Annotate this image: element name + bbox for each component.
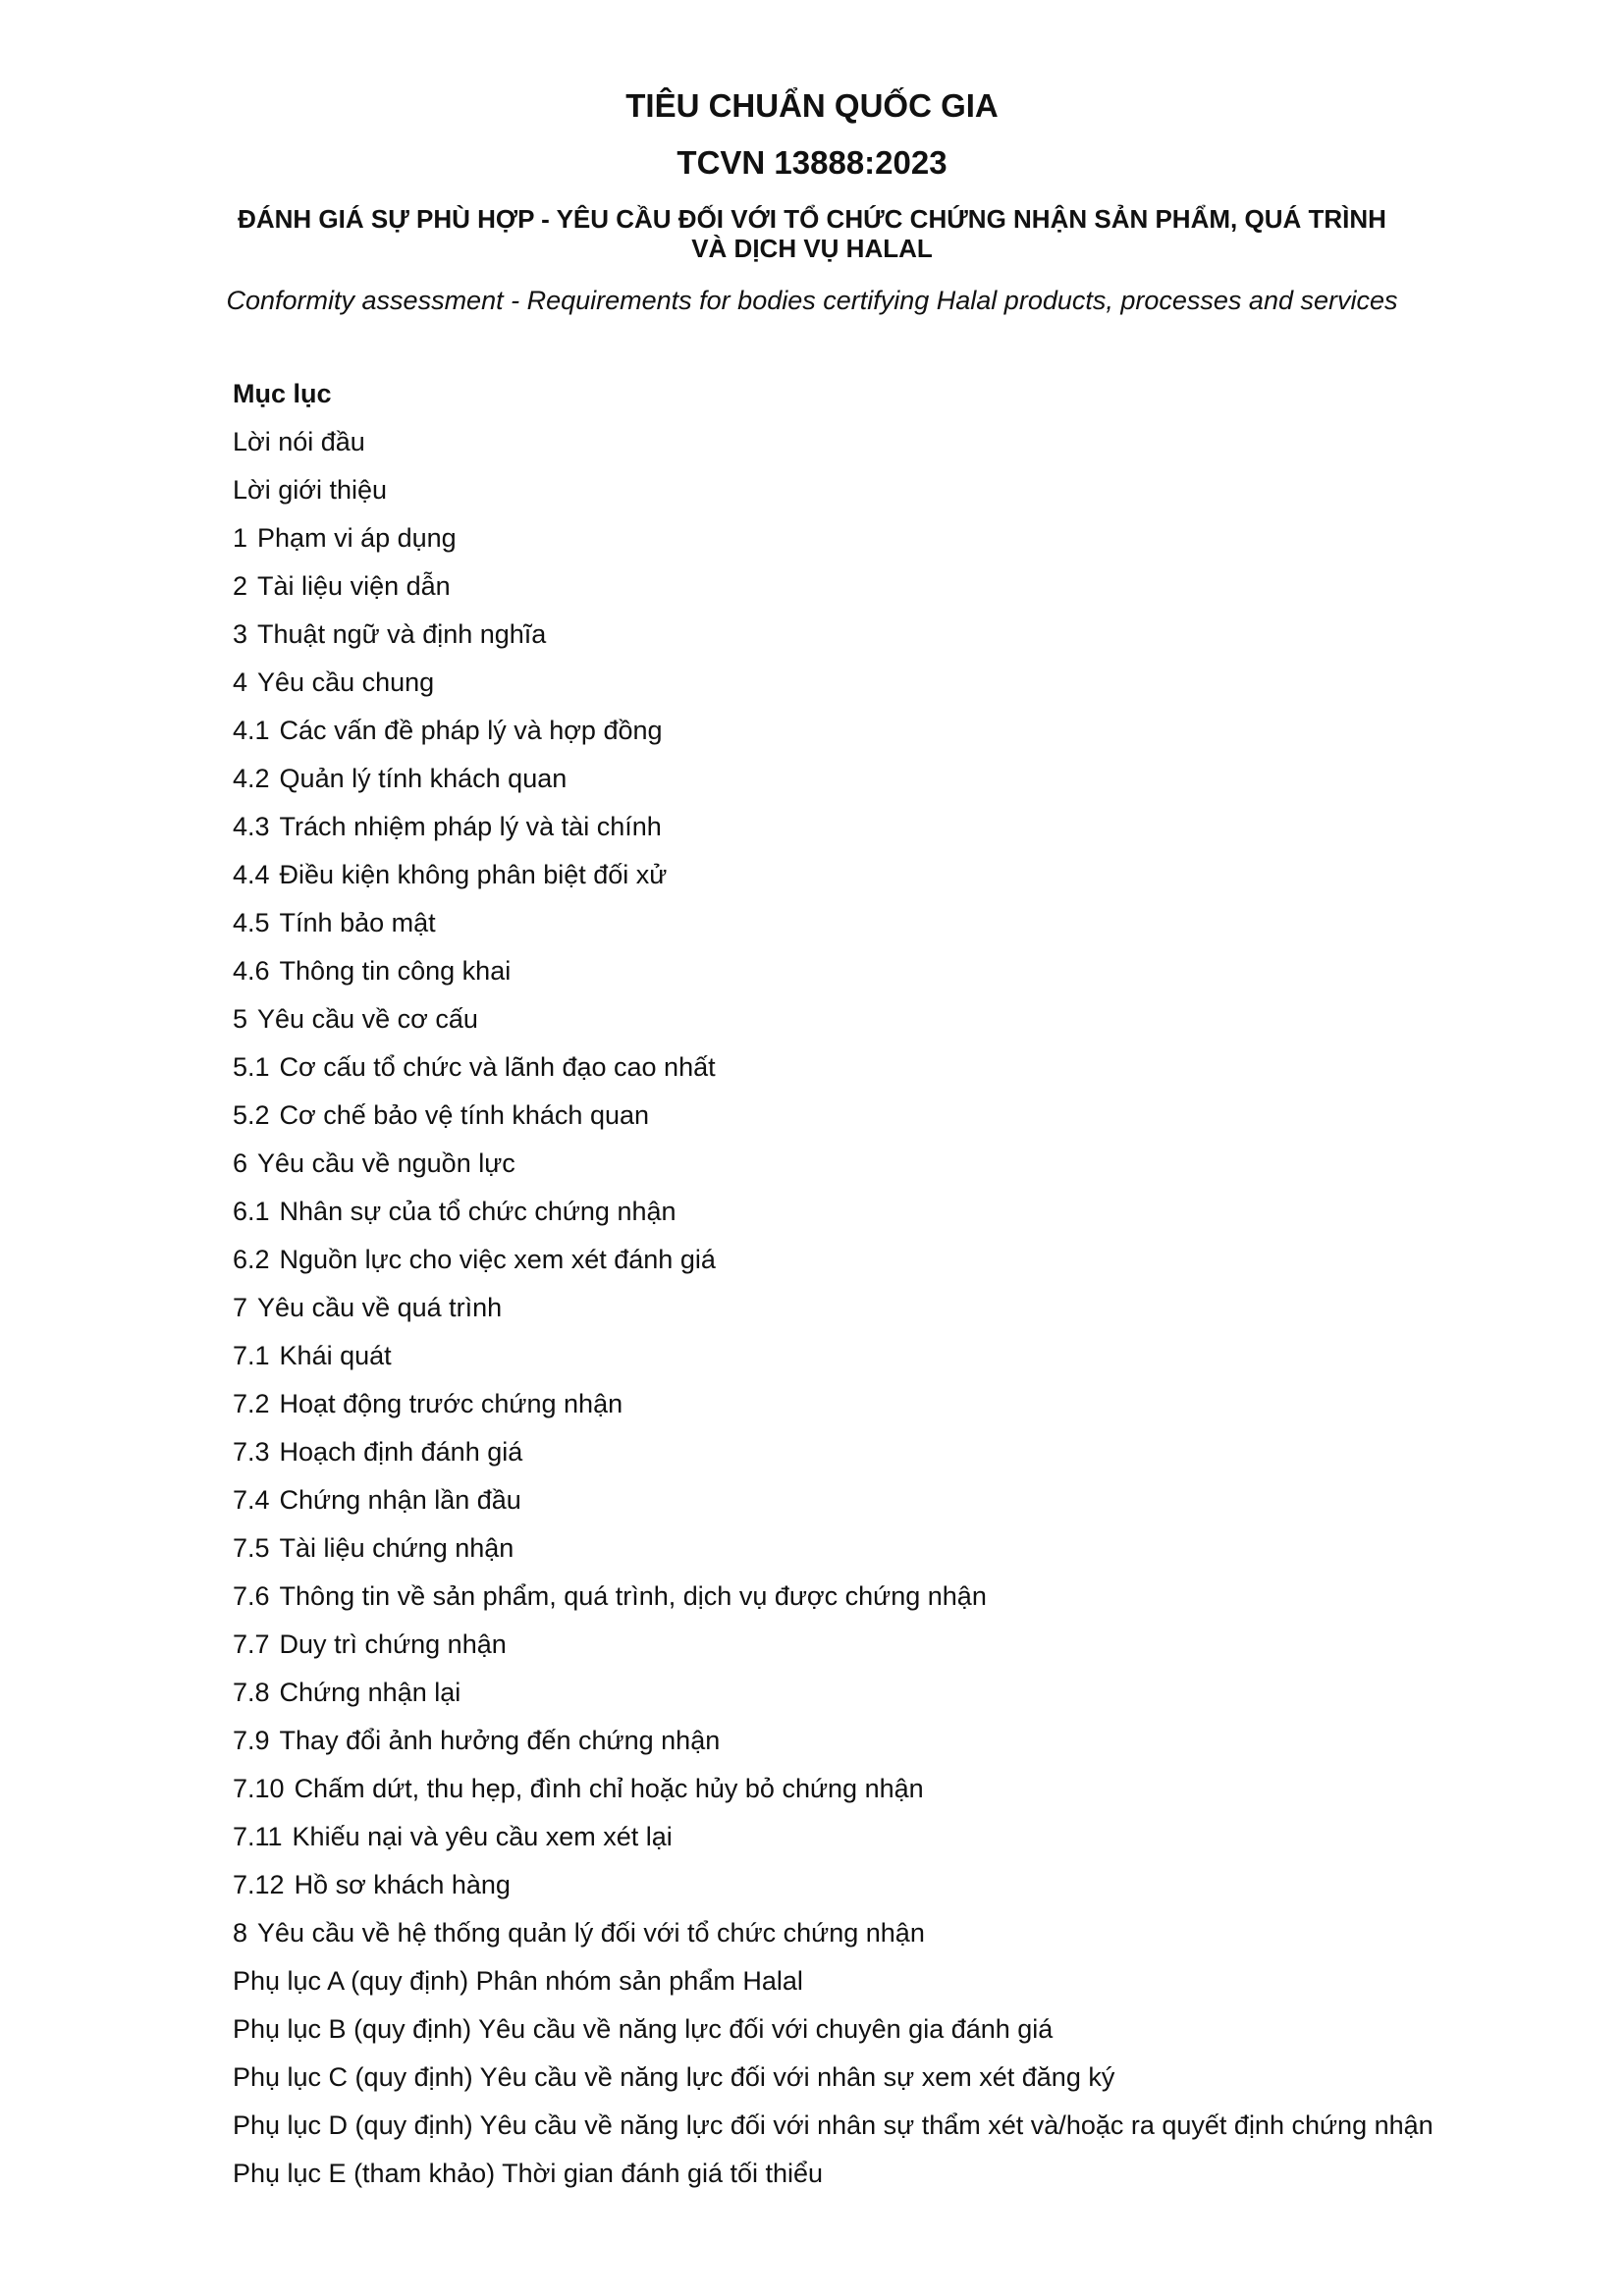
toc-entry-text: Phụ lục D (quy định) Yêu cầu về năng lực đối với nhân sự thẩm xét và/hoặc ra quyết định chứng nhận: [233, 2110, 1434, 2140]
toc-entry-text: Điều kiện không phân biệt đối xử: [279, 860, 668, 889]
toc-entry-text: Cơ cấu tổ chức và lãnh đạo cao nhất: [279, 1052, 716, 1082]
toc-entry-text: Phạm vi áp dụng: [257, 523, 457, 553]
english-title: Conformity assessment - Requirements for bodies certifying Halal products, processes and services: [226, 286, 1398, 315]
toc-entry: [233, 522, 1588, 570]
toc-entry-number: 4.2: [233, 764, 270, 793]
subtitle-line-2: VÀ DỊCH VỤ HALAL: [691, 234, 933, 263]
toc-entry-number: 7.1: [233, 1341, 270, 1370]
toc-entry-number: 5.1: [233, 1052, 270, 1082]
toc-entry-text: Tính bảo mật: [279, 908, 436, 937]
toc-entry: [233, 1821, 1588, 1869]
toc-entry-text: Lời nói đầu: [233, 427, 365, 456]
toc-entry-number: 6.1: [233, 1197, 270, 1226]
toc-entry-text: Phụ lục B (quy định) Yêu cầu về năng lực đối với chuyên gia đánh giá: [233, 2014, 1054, 2044]
toc-entry-text: Duy trì chứng nhận: [279, 1629, 507, 1659]
toc-entry: [233, 1869, 1588, 1917]
subtitle-line-1: ĐÁNH GIÁ SỰ PHÙ HỢP - YÊU CẦU ĐỐI VỚI TỔ CHỨC CHỨNG NHẬN SẢN PHẨM, QUÁ TRÌNH: [238, 204, 1386, 234]
toc-entry: [233, 859, 1588, 907]
toc-entry: [233, 474, 1588, 522]
toc-entry: [233, 2013, 1588, 2061]
toc-entry-number: 6: [233, 1148, 248, 1178]
toc-entry-number: 4.5: [233, 908, 270, 937]
toc-entry: [233, 2158, 1588, 2206]
standard-title: TIÊU CHUẨN QUỐC GIA: [625, 87, 999, 124]
toc-entry-number: 7.11: [233, 1822, 283, 1851]
toc-entry-text: Phụ lục C (quy định) Yêu cầu về năng lực đối với nhân sự xem xét đăng ký: [233, 2062, 1115, 2092]
toc-entry-text: Nhân sự của tổ chức chứng nhận: [279, 1197, 677, 1226]
toc-entry-number: 7.9: [233, 1726, 270, 1755]
toc-entry-text: Chấm dứt, thu hẹp, đình chỉ hoặc hủy bỏ chứng nhận: [294, 1774, 924, 1803]
toc-entry-text: Thông tin công khai: [279, 956, 512, 986]
toc-entry-number: 5.2: [233, 1100, 270, 1130]
toc-entry: [233, 2061, 1588, 2109]
toc-entry: [233, 1580, 1588, 1629]
toc-entry: [233, 1340, 1588, 1388]
toc-entry-number: 7.10: [233, 1774, 285, 1803]
toc-entry: [233, 1725, 1588, 1773]
toc-entry-number: 7.7: [233, 1629, 270, 1659]
toc-entry-number: 7.8: [233, 1678, 270, 1707]
toc-entry: [233, 1484, 1588, 1532]
toc-entry-number: 5: [233, 1004, 248, 1034]
toc-entry: [233, 2109, 1588, 2158]
toc-entry: [233, 1677, 1588, 1725]
toc-entry: [233, 570, 1588, 618]
toc-entry: [233, 1003, 1588, 1051]
toc-entry-text: Tài liệu chứng nhận: [279, 1533, 514, 1563]
toc-entry-number: 7.2: [233, 1389, 270, 1418]
toc-entry-number: 3: [233, 619, 248, 649]
toc-entry-text: Phụ lục A (quy định) Phân nhóm sản phẩm Halal: [233, 1966, 803, 1996]
toc-entry-text: Thông tin về sản phẩm, quá trình, dịch vụ được chứng nhận: [279, 1581, 987, 1611]
toc-entry-number: 7.5: [233, 1533, 270, 1563]
toc-entry: [233, 1965, 1588, 2013]
toc-entry-number: 4.4: [233, 860, 270, 889]
toc-entry-number: 7.6: [233, 1581, 270, 1611]
toc-entry-text: Yêu cầu về nguồn lực: [257, 1148, 515, 1178]
table-of-contents: [233, 378, 1588, 2206]
toc-entry: [233, 1099, 1588, 1148]
toc-entry-number: 7.12: [233, 1870, 285, 1899]
toc-entry-text: Phụ lục E (tham khảo) Thời gian đánh giá tối thiểu: [233, 2159, 824, 2188]
toc-entry-text: Thay đổi ảnh hưởng đến chứng nhận: [279, 1726, 721, 1755]
toc-entry: [233, 811, 1588, 859]
toc-entry-text: Cơ chế bảo vệ tính khách quan: [279, 1100, 650, 1130]
toc-entry-number: 7.3: [233, 1437, 270, 1467]
toc-entry: [233, 763, 1588, 811]
toc-entry-text: Khái quát: [279, 1341, 392, 1370]
toc-entry-text: Hoạch định đánh giá: [279, 1437, 523, 1467]
toc-entry: [233, 1388, 1588, 1436]
toc-entry-text: Khiếu nại và yêu cầu xem xét lại: [292, 1822, 673, 1851]
toc-entry: [233, 1436, 1588, 1484]
toc-entry: [233, 426, 1588, 474]
toc-entry-text: Yêu cầu chung: [257, 667, 435, 697]
toc-entry-number: 1: [233, 523, 248, 553]
toc-entry-text: Chứng nhận lại: [279, 1678, 461, 1707]
toc-entry: [233, 1532, 1588, 1580]
toc-entry-text: Lời giới thiệu: [233, 475, 387, 505]
toc-entry-number: 4: [233, 667, 248, 697]
toc-entry-text: Chứng nhận lần đầu: [279, 1485, 521, 1515]
toc-entry-text: Hồ sơ khách hàng: [294, 1870, 511, 1899]
toc-entry-text: Nguồn lực cho việc xem xét đánh giá: [279, 1245, 716, 1274]
toc-entry: [233, 1148, 1588, 1196]
toc-entry: [233, 715, 1588, 763]
toc-entry: [233, 667, 1588, 715]
document-subtitle: [174, 204, 1450, 263]
toc-entry: [233, 618, 1588, 667]
toc-entry: [233, 1917, 1588, 1965]
toc-entry: [233, 1292, 1588, 1340]
toc-entry-text: Yêu cầu về cơ cấu: [257, 1004, 478, 1034]
toc-entry-text: Quản lý tính khách quan: [279, 764, 568, 793]
toc-entry-text: Yêu cầu về hệ thống quản lý đối với tổ chức chứng nhận: [257, 1918, 925, 1948]
toc-entry: [233, 1196, 1588, 1244]
toc-entry-text: Trách nhiệm pháp lý và tài chính: [279, 812, 662, 841]
toc-entry: [233, 1773, 1588, 1821]
toc-entry: [233, 1244, 1588, 1292]
toc-entry-number: 7.4: [233, 1485, 270, 1515]
toc-entry: [233, 1051, 1588, 1099]
document-header: [0, 86, 1624, 316]
toc-list: [233, 426, 1588, 2206]
toc-entry-text: Thuật ngữ và định nghĩa: [257, 619, 547, 649]
toc-entry-number: 6.2: [233, 1245, 270, 1274]
toc-entry-number: 4.6: [233, 956, 270, 986]
toc-entry: [233, 907, 1588, 955]
toc-entry-text: Hoạt động trước chứng nhận: [279, 1389, 623, 1418]
toc-entry-number: 4.3: [233, 812, 270, 841]
toc-entry-number: 4.1: [233, 716, 270, 745]
toc-entry: [233, 955, 1588, 1003]
toc-entry-text: Yêu cầu về quá trình: [257, 1293, 503, 1322]
toc-entry: [233, 1629, 1588, 1677]
toc-heading: Mục lục: [233, 379, 332, 408]
toc-entry-text: Các vấn đề pháp lý và hợp đồng: [279, 716, 663, 745]
toc-entry-number: 2: [233, 571, 248, 601]
toc-entry-text: Tài liệu viện dẫn: [257, 571, 451, 601]
standard-code: TCVN 13888:2023: [677, 144, 947, 181]
toc-entry-number: 8: [233, 1918, 248, 1948]
toc-entry-number: 7: [233, 1293, 248, 1322]
